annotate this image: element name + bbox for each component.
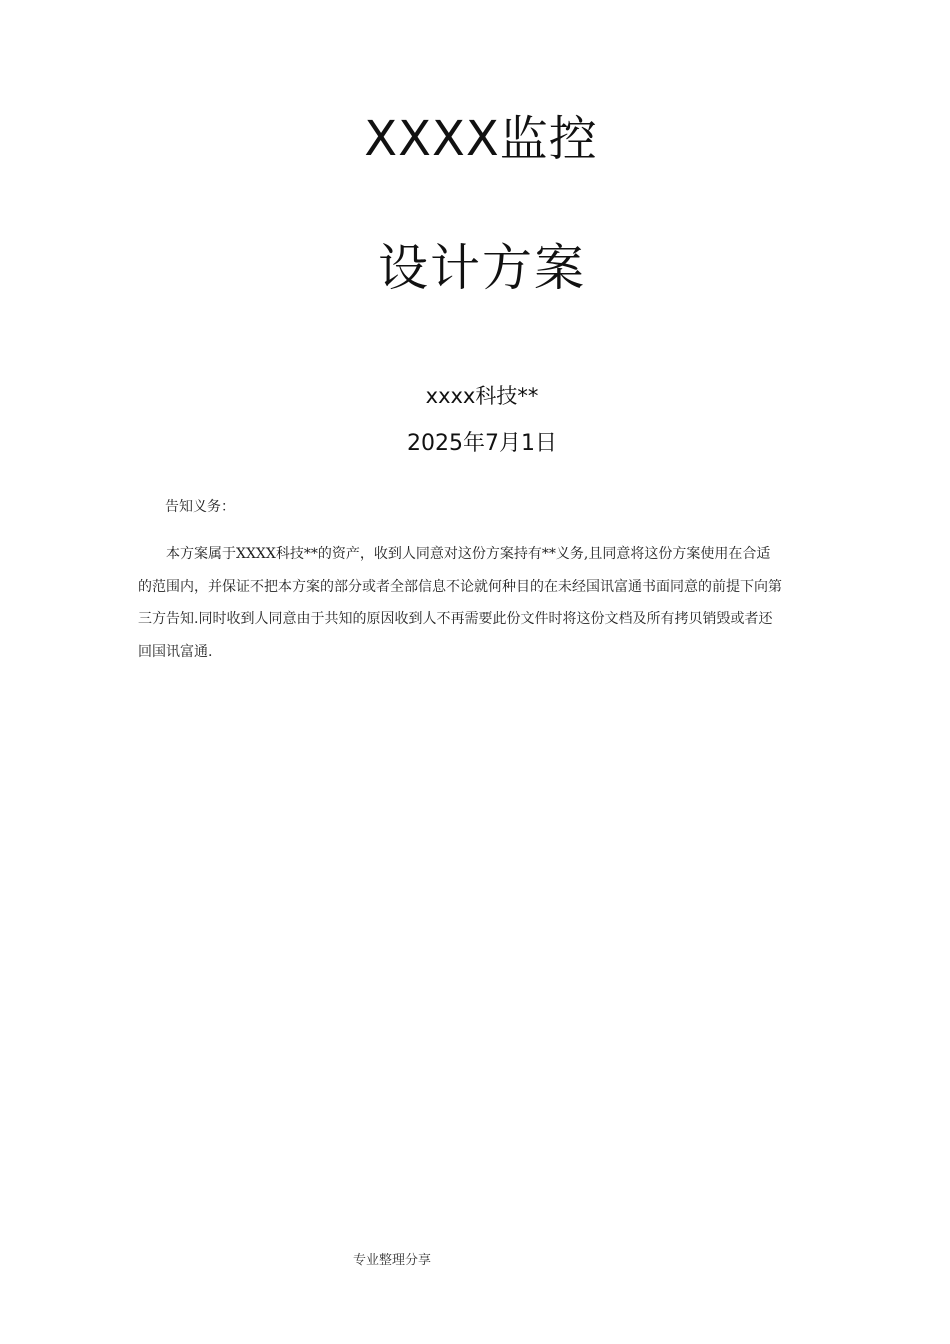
notice-paragraph xyxy=(138,538,828,668)
notice-line: 三方告知.同时收到人同意由于共知的原因收到人不再需要此份文件时将这份文档及所有拷贝销毁或者还 xyxy=(138,611,773,627)
page-footer: 专业整理分享 xyxy=(353,1253,432,1268)
document-date: 2025年7月1日 xyxy=(407,431,557,456)
notice-label: 告知义务： xyxy=(165,499,235,515)
company-name: xxxx科技** xyxy=(425,384,539,408)
notice-line: 本方案属于XXXX科技**的资产，收到人同意对这份方案持有**义务,且同意将这份方案使用在合适 xyxy=(166,546,771,562)
notice-line: 的范围内，并保证不把本方案的部分或者全部信息不论就何种目的在未经国讯富通书面同意的前提下向第 xyxy=(138,578,782,595)
notice-line: 回国讯富通. xyxy=(138,643,213,660)
document-title-line-1: XXXX监控 xyxy=(364,111,598,167)
document-title-line-2: 设计方案 xyxy=(378,239,586,297)
